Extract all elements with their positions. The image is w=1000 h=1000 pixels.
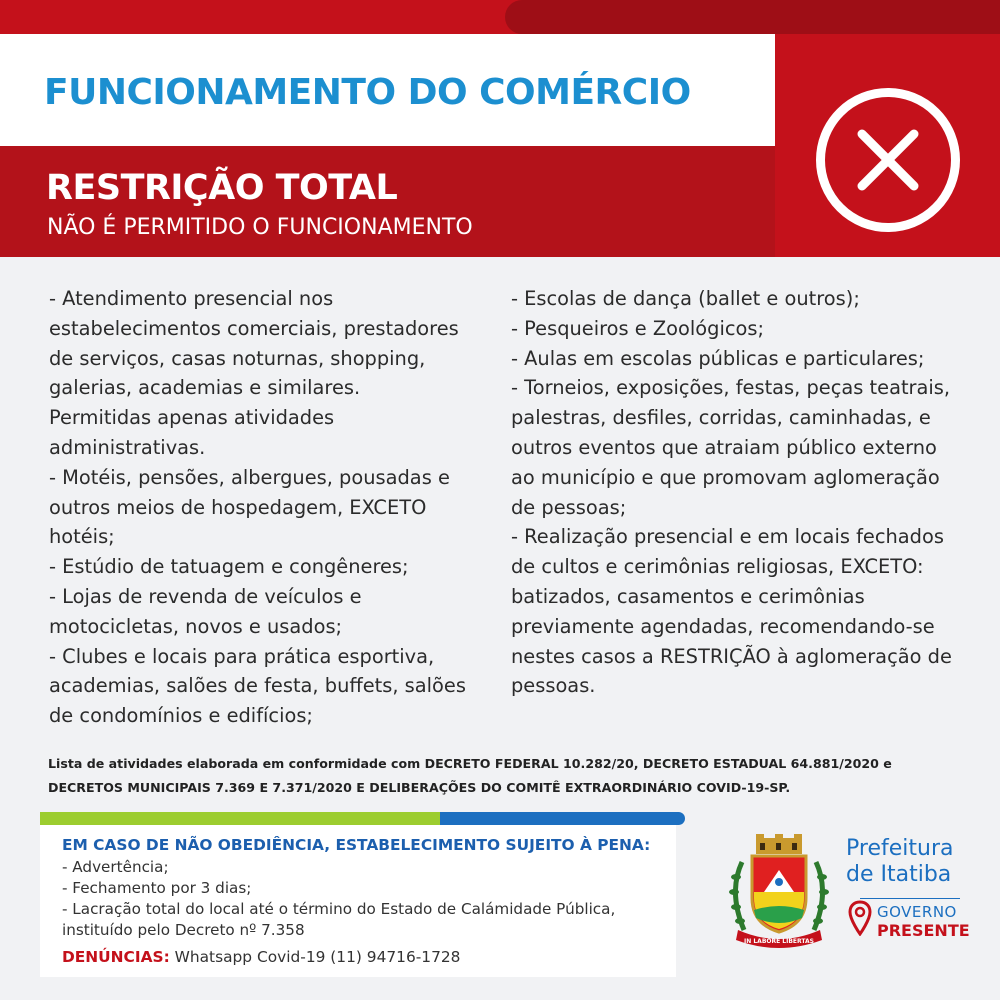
list-line: - Realização presencial e em locais fechados: [511, 525, 944, 549]
prefecture-name-line1: Prefeitura: [846, 836, 954, 861]
decree-line: DECRETOS MUNICIPAIS 7.369 E 7.371/2020 E DELIBERAÇÕES DO COMITÊ EXTRAORDINÁRIO COVID-19-SP.: [48, 780, 791, 795]
list-line: ao município e que promovam aglomeração: [511, 465, 940, 489]
top-bar-accent: [505, 0, 1000, 34]
list-line: previamente agendadas, recomendando-se: [511, 614, 935, 638]
list-line: motocicletas, novos e usados;: [49, 614, 343, 638]
list-line: - Aulas em escolas públicas e particulares;: [511, 346, 925, 370]
svg-text:IN LABORE LIBERTAS: IN LABORE LIBERTAS: [744, 938, 814, 945]
list-line: Permitidas apenas atividades: [49, 406, 335, 430]
list-line: palestras, desfiles, corridas, caminhadas, e: [511, 406, 931, 430]
list-line: - Clubes e locais para prática esportiva,: [49, 644, 435, 668]
prefecture-name: [846, 836, 961, 888]
list-line: - Lojas de revenda de veículos e: [49, 584, 362, 608]
report-label: DENÚNCIAS:: [62, 948, 170, 966]
list-line: - Pesqueiros e Zoológicos;: [511, 316, 764, 340]
penalty-title: EM CASO DE NÃO OBEDIÊNCIA, ESTABELECIMENTO SUJEITO À PENA:: [62, 836, 651, 854]
list-line: outros eventos que atraiam público externo: [511, 435, 937, 459]
divider-green: [40, 812, 460, 825]
decree-note: [48, 752, 968, 800]
penalty-item: instituído pelo Decreto nº 7.358: [62, 921, 305, 939]
brand-divider: [860, 898, 960, 899]
page-title: FUNCIONAMENTO DO COMÉRCIO: [44, 72, 691, 113]
list-line: pessoas.: [511, 674, 596, 698]
penalty-item: - Fechamento por 3 dias;: [62, 879, 252, 897]
list-line: - Estúdio de tatuagem e congêneres;: [49, 555, 409, 579]
list-line: - Escolas de dança (ballet e outros);: [511, 287, 860, 310]
penalty-item: - Lacração total do local até o término do Estado de Calámidade Pública,: [62, 900, 616, 918]
x-circle-icon: [816, 88, 960, 232]
restriction-subtitle: NÃO É PERMITIDO O FUNCIONAMENTO: [47, 215, 473, 240]
list-line: academias, salões de festa, buffets, salões: [49, 674, 466, 698]
list-line: hotéis;: [49, 525, 115, 549]
list-line: batizados, casamentos e cerimônias: [511, 584, 865, 608]
government-tag-line1: GOVERNO: [877, 903, 957, 921]
divider-blue: [440, 812, 685, 825]
list-line: - Atendimento presencial nos: [49, 287, 334, 310]
list-line: de cultos e cerimônias religiosas, EXCETO:: [511, 555, 924, 579]
list-line: outros meios de hospedagem, EXCETO: [49, 495, 427, 519]
penalty-item: - Advertência;: [62, 858, 169, 876]
list-line: - Torneios, exposições, festas, peças teatrais,: [511, 376, 951, 400]
prefecture-name-line2: de Itatiba: [846, 862, 952, 887]
list-line: estabelecimentos comerciais, prestadores: [49, 316, 459, 340]
list-line: de condomínios e edifícios;: [49, 704, 313, 728]
decree-line: Lista de atividades elaborada em conformidade com DECRETO FEDERAL 10.282/20, DECRETO ESTADUAL 64.881/2020 e: [48, 756, 892, 771]
restricted-list-right: [511, 284, 971, 701]
penalty-list: [62, 857, 615, 941]
list-line: - Motéis, pensões, albergues, pousadas e: [49, 465, 450, 489]
report-line: [62, 948, 460, 966]
list-line: galerias, academias e similares.: [49, 376, 361, 400]
list-line: de serviços, casas noturnas, shopping,: [49, 346, 426, 370]
city-crest-icon: [724, 832, 834, 950]
restricted-list-left: [49, 284, 499, 731]
restriction-title: RESTRIÇÃO TOTAL: [46, 168, 398, 208]
list-line: nestes casos a RESTRIÇÃO à aglomeração de: [511, 644, 952, 668]
list-line: de pessoas;: [511, 495, 627, 519]
list-line: administrativas.: [49, 435, 206, 459]
location-pin-icon: [848, 900, 872, 940]
report-contact: Whatsapp Covid-19 (11) 94716-1728: [174, 948, 461, 966]
government-tag-line2: PRESENTE: [877, 921, 970, 940]
